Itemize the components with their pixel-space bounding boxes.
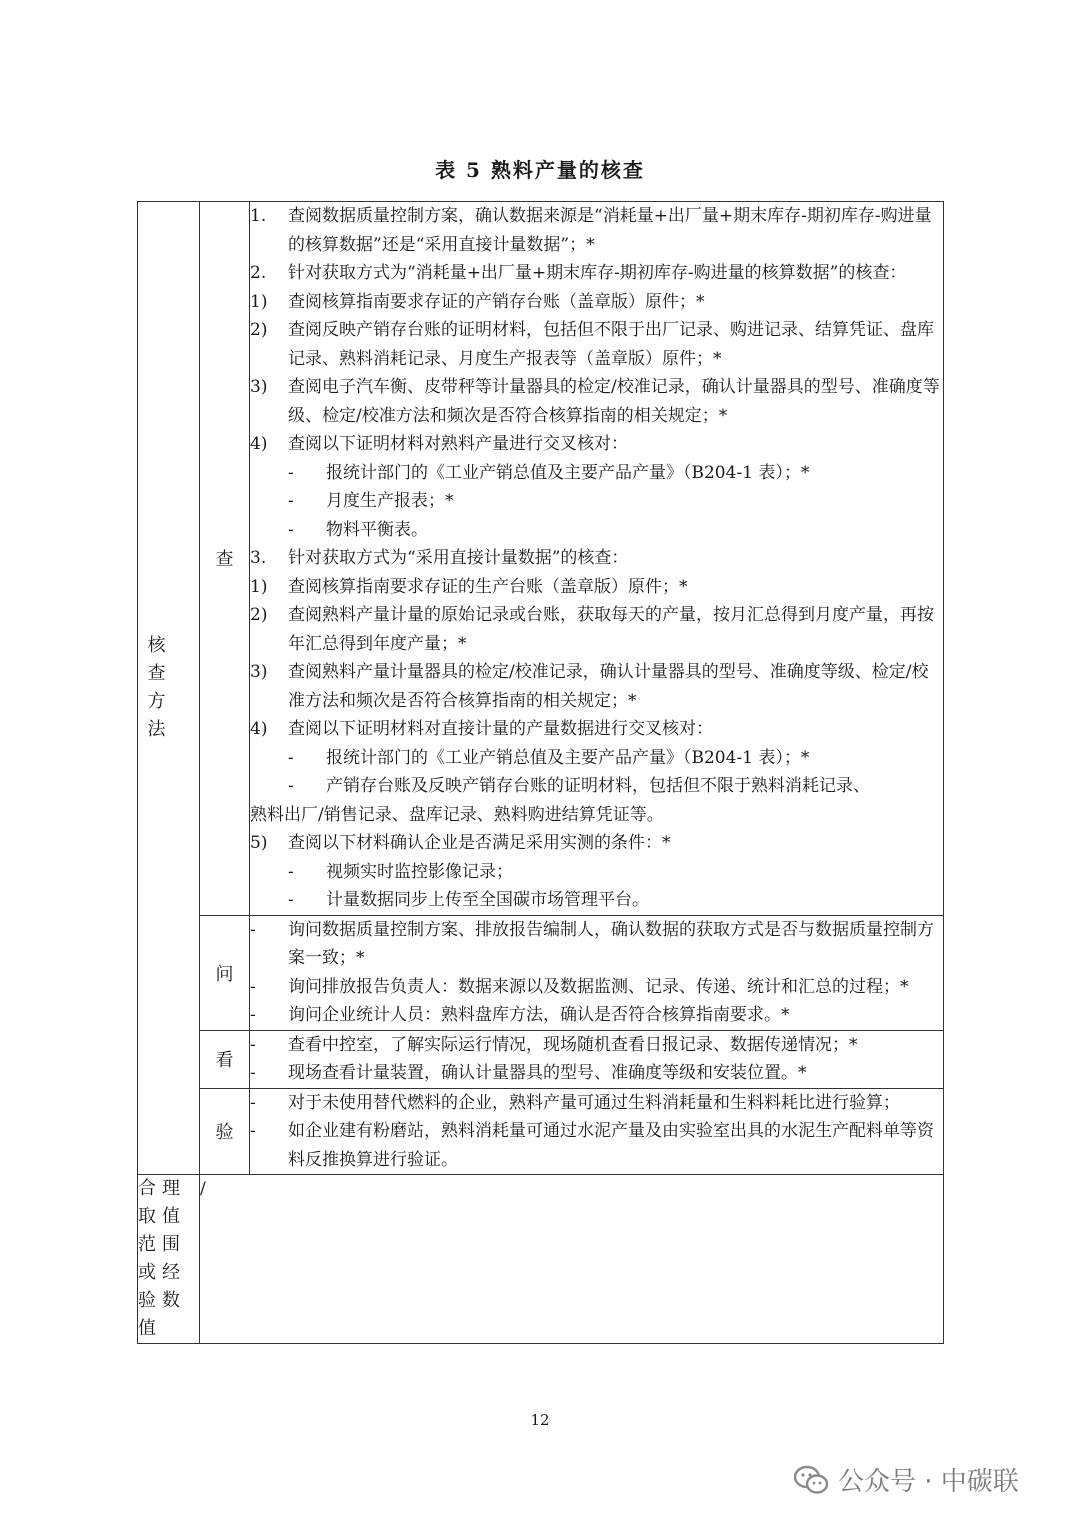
list-marker: - — [250, 1005, 256, 1025]
yan-content — [250, 1088, 944, 1175]
list-item — [250, 316, 943, 373]
list-item — [250, 601, 943, 658]
list-item — [250, 715, 943, 744]
list-item — [250, 459, 943, 488]
list-marker: 4) — [250, 434, 268, 454]
list-text: 询问企业统计人员：熟料盘库方法，确认是否符合核算指南要求。* — [288, 1005, 790, 1025]
list-item — [250, 772, 943, 801]
kan-label: 看 — [200, 1030, 250, 1088]
list-item — [250, 430, 943, 459]
list-marker: 2. — [250, 263, 267, 283]
list-text: 如企业建有粉磨站，熟料消耗量可通过水泥产量及由实验室出具的水泥生产配料单等资料反推换算进行验证。 — [288, 1121, 934, 1170]
list-text: 报统计部门的《工业产销总值及主要产品产量》（B204-1 表）；* — [326, 462, 810, 483]
list-text: 物料平衡表。 — [326, 519, 428, 540]
list-text: 月度生产报表；* — [326, 491, 454, 511]
list-marker: - — [288, 491, 294, 511]
list-item — [250, 544, 943, 573]
list-text: 对于未使用替代燃料的企业，熟料产量可通过生料消耗量和生料料耗比进行验算； — [288, 1092, 900, 1113]
wen-content — [250, 915, 944, 1030]
list-marker: - — [250, 919, 256, 940]
list-marker: - — [250, 976, 256, 997]
list-text: 查阅以下证明材料对熟料产量进行交叉核对： — [288, 434, 628, 454]
list-text: 查阅数据质量控制方案，确认数据来源是“消耗量+出厂量+期末库存-期初库存-购进量的核算数据”还是“采用直接计量数据”；* — [288, 206, 932, 255]
list-text: 查阅反映产销存台账的证明材料，包括但不限于出厂记录、购进记录、结算凭证、盘库记录、熟料消耗记录、月度生产报表等（盖章版）原件；* — [288, 320, 934, 369]
list-marker: 1) — [250, 576, 268, 597]
list-item — [250, 487, 943, 516]
list-text: 询问排放报告负责人：数据来源以及数据监测、记录、传递、统计和汇总的过程；* — [288, 976, 909, 997]
list-item — [250, 973, 943, 1002]
list-item — [250, 373, 943, 430]
list-text: 查阅核算指南要求存证的生产台账（盖章版）原件；* — [288, 576, 688, 597]
verification-table — [137, 201, 944, 1344]
list-marker: - — [250, 1121, 256, 1141]
list-item — [250, 259, 943, 288]
list-marker: 3) — [250, 662, 268, 682]
list-marker: - — [250, 1092, 256, 1113]
list-marker: - — [250, 1063, 256, 1083]
list-marker: - — [288, 890, 294, 910]
list-item — [250, 886, 943, 915]
list-item — [250, 744, 943, 773]
list-item-continuation: 熟料出厂/销售记录、盘库记录、熟料购进结算凭证等。 — [250, 804, 664, 825]
method-category-cell — [138, 202, 200, 1175]
list-text: 产销存台账及反映产销存台账的证明材料，包括但不限于熟料消耗记录、 — [326, 776, 870, 796]
list-text: 查阅核算指南要求存证的产销存台账（盖章版）原件；* — [288, 291, 705, 312]
list-text: 查阅以下材料确认企业是否满足采用实测的条件：* — [288, 833, 671, 853]
list-text: 计量数据同步上传至全国碳市场管理平台。 — [326, 890, 649, 910]
list-marker: 1. — [250, 206, 267, 226]
list-item — [250, 1117, 943, 1174]
list-marker: 3) — [250, 377, 268, 397]
list-item — [250, 858, 943, 887]
list-marker: - — [288, 776, 294, 796]
list-item — [250, 202, 943, 259]
list-text: 报统计部门的《工业产销总值及主要产品产量》（B204-1 表）；* — [326, 747, 810, 768]
list-item — [250, 829, 943, 858]
list-item — [250, 1089, 943, 1118]
watermark — [794, 1461, 1019, 1498]
range-label: 合理取值范围或经验数值 — [138, 1175, 200, 1344]
list-text: 查阅电子汽车衡、皮带秤等计量器具的检定/校准记录，确认计量器具的型号、准确度等级、检定/校准方法和频次是否符合核算指南的相关规定；* — [288, 377, 940, 426]
list-marker: 2) — [250, 605, 268, 625]
list-item — [250, 916, 943, 973]
list-text: 现场查看计量装置，确认计量器具的型号、准确度等级和安装位置。* — [288, 1063, 807, 1083]
watermark-text: 公众号 · 中碳联 — [838, 1467, 1019, 1497]
list-marker: - — [250, 1034, 256, 1055]
list-marker: 1) — [250, 291, 268, 312]
kan-content — [250, 1030, 944, 1088]
list-marker: 3. — [250, 548, 267, 568]
list-item — [250, 1059, 943, 1088]
list-marker: 5) — [250, 833, 268, 853]
list-marker: - — [288, 462, 294, 483]
page-number: 12 — [530, 1411, 550, 1429]
method-label: 核查方法 — [147, 635, 172, 740]
list-item — [250, 658, 943, 715]
list-marker: - — [288, 747, 294, 768]
list-text: 视频实时监控影像记录； — [326, 861, 513, 882]
range-value: / — [200, 1175, 944, 1344]
list-marker: - — [288, 861, 294, 882]
cha-content — [250, 202, 944, 916]
list-item — [250, 1031, 943, 1060]
list-marker: 2) — [250, 320, 268, 340]
wechat-icon — [794, 1465, 828, 1495]
list-text: 询问数据质量控制方案、排放报告编制人，确认数据的获取方式是否与数据质量控制方案一致；* — [288, 919, 934, 968]
cha-label: 查 — [200, 202, 250, 916]
list-text: 查阅熟料产量计量的原始记录或台账，获取每天的产量，按月汇总得到月度产量，再按年汇总得到年度产量；* — [288, 605, 934, 654]
list-item — [250, 288, 943, 317]
list-text: 查阅熟料产量计量器具的检定/校准记录，确认计量器具的型号、准确度等级、检定/校准方法和频次是否符合核算指南的相关规定；* — [288, 662, 929, 711]
list-item — [250, 1001, 943, 1030]
list-marker: 4) — [250, 719, 268, 739]
list-text: 查阅以下证明材料对直接计量的产量数据进行交叉核对： — [288, 719, 713, 739]
yan-label: 验 — [200, 1088, 250, 1175]
list-text: 针对获取方式为“采用直接计量数据”的核查： — [288, 548, 629, 568]
list-item — [250, 516, 943, 545]
list-marker: - — [288, 519, 294, 540]
list-item — [250, 573, 943, 602]
list-text: 查看中控室，了解实际运行情况，现场随机查看日报记录、数据传递情况；* — [288, 1034, 858, 1055]
table-title: 表 5 熟料产量的核查 — [435, 158, 645, 182]
list-text: 针对获取方式为“消耗量+出厂量+期末库存-期初库存-购进量的核算数据”的核查： — [288, 263, 907, 283]
wen-label: 问 — [200, 915, 250, 1030]
